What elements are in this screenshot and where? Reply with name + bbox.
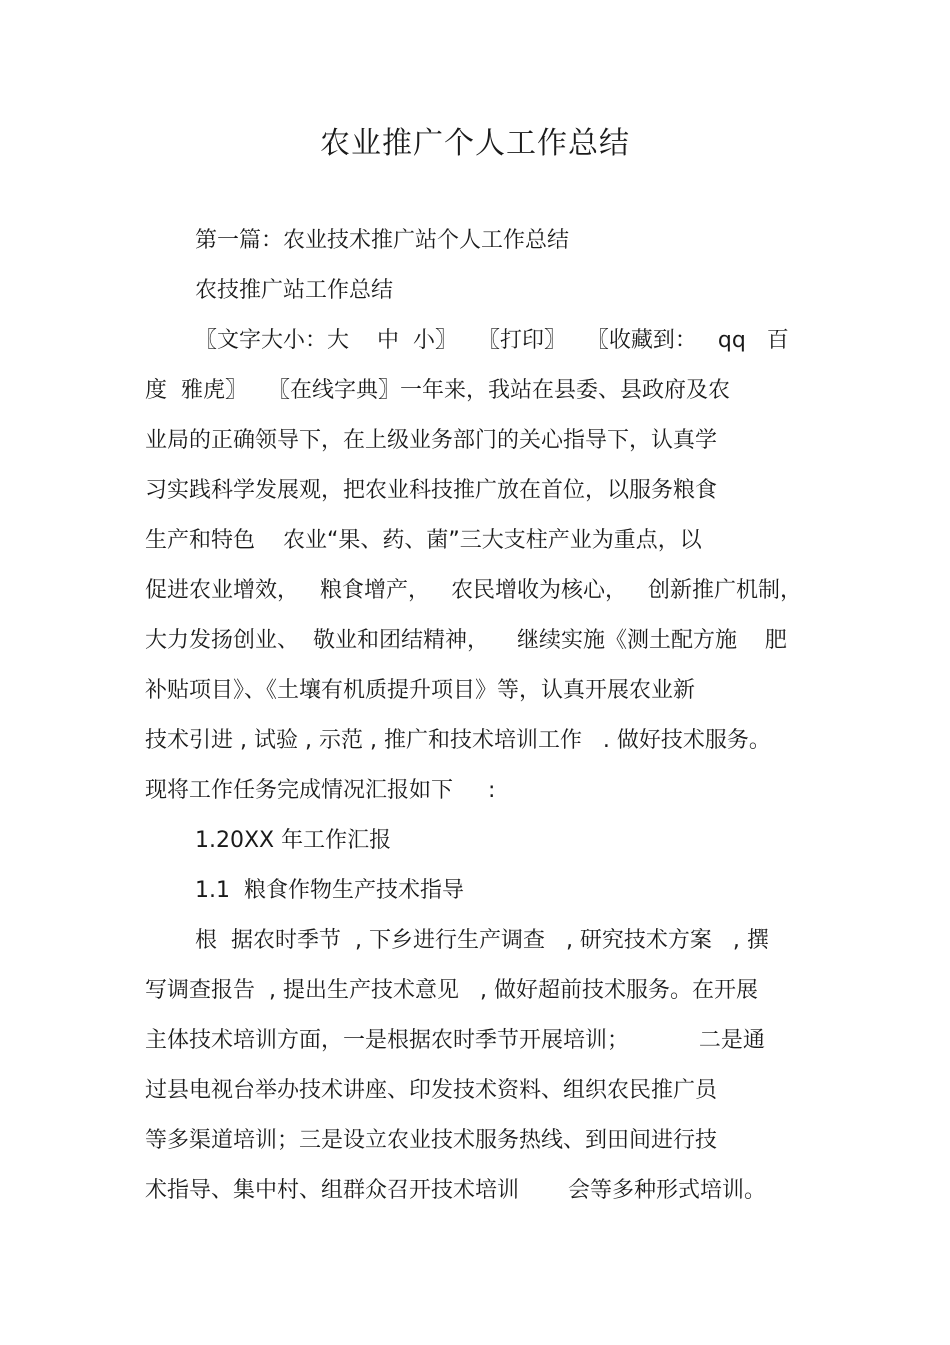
body-line: 术指导、集中村、组群众召开技术培训 会等多种形式培训。 [145, 1178, 766, 1203]
body-line: 根 据农时季节 , 下乡进行生产调查 , 研究技术方案 , 撰 [195, 928, 769, 953]
body-line: 主体技术培训方面，一是根据农时季节开展培训； 二是通 [145, 1028, 765, 1053]
body-line: 写调查报告 , 提出生产技术意见 , 做好超前技术服务。在开展 [145, 978, 758, 1003]
body-line: 大力发扬创业、 敬业和团结精神， 继续实施《测土配方施 肥 [145, 628, 787, 653]
document-title: 农业推广个人工作总结 [320, 126, 630, 161]
body-line: 现将工作任务完成情况汇报如下 : [145, 778, 496, 803]
body-line: 生产和特色 农业“果、药、菌”三大支柱产业为重点，以 [145, 528, 702, 553]
section-heading-grain-guidance: 1.1 粮食作物生产技术指导 [195, 878, 464, 903]
body-line: 习实践科学发展观，把农业科技推广放在首位，以服务粮食 [145, 478, 718, 503]
body-line: 度 雅虎〗 〖在线字典〗一年来，我站在县委、县政府及农 [145, 378, 730, 403]
section-heading-station-summary: 农技推广站工作总结 [195, 278, 394, 303]
section-heading-annual-report: 1.20XX 年工作汇报 [195, 828, 392, 853]
body-line: 等多渠道培训；三是设立农业技术服务热线、到田间进行技 [145, 1128, 718, 1153]
body-line: 补贴项目》、《土壤有机质提升项目》等，认真开展农业新 [145, 678, 696, 703]
section-heading-chapter-one: 第一篇：农业技术推广站个人工作总结 [195, 228, 570, 253]
body-line: 过县电视台举办技术讲座、印发技术资料、组织农民推广员 [145, 1078, 718, 1103]
body-line: 技术引进 , 试验 , 示范 , 推广和技术培训工作 . 做好技术服务。 [145, 728, 771, 753]
body-line: 促进农业增效， 粮食增产， 农民增收为核心， 创新推广机制， [145, 578, 802, 603]
body-line: 〖文字大小：大 中 小〗 〖打印〗 〖收藏到： qq 百 [195, 328, 789, 353]
body-line: 业局的正确领导下，在上级业务部门的关心指导下，认真学 [145, 428, 718, 453]
